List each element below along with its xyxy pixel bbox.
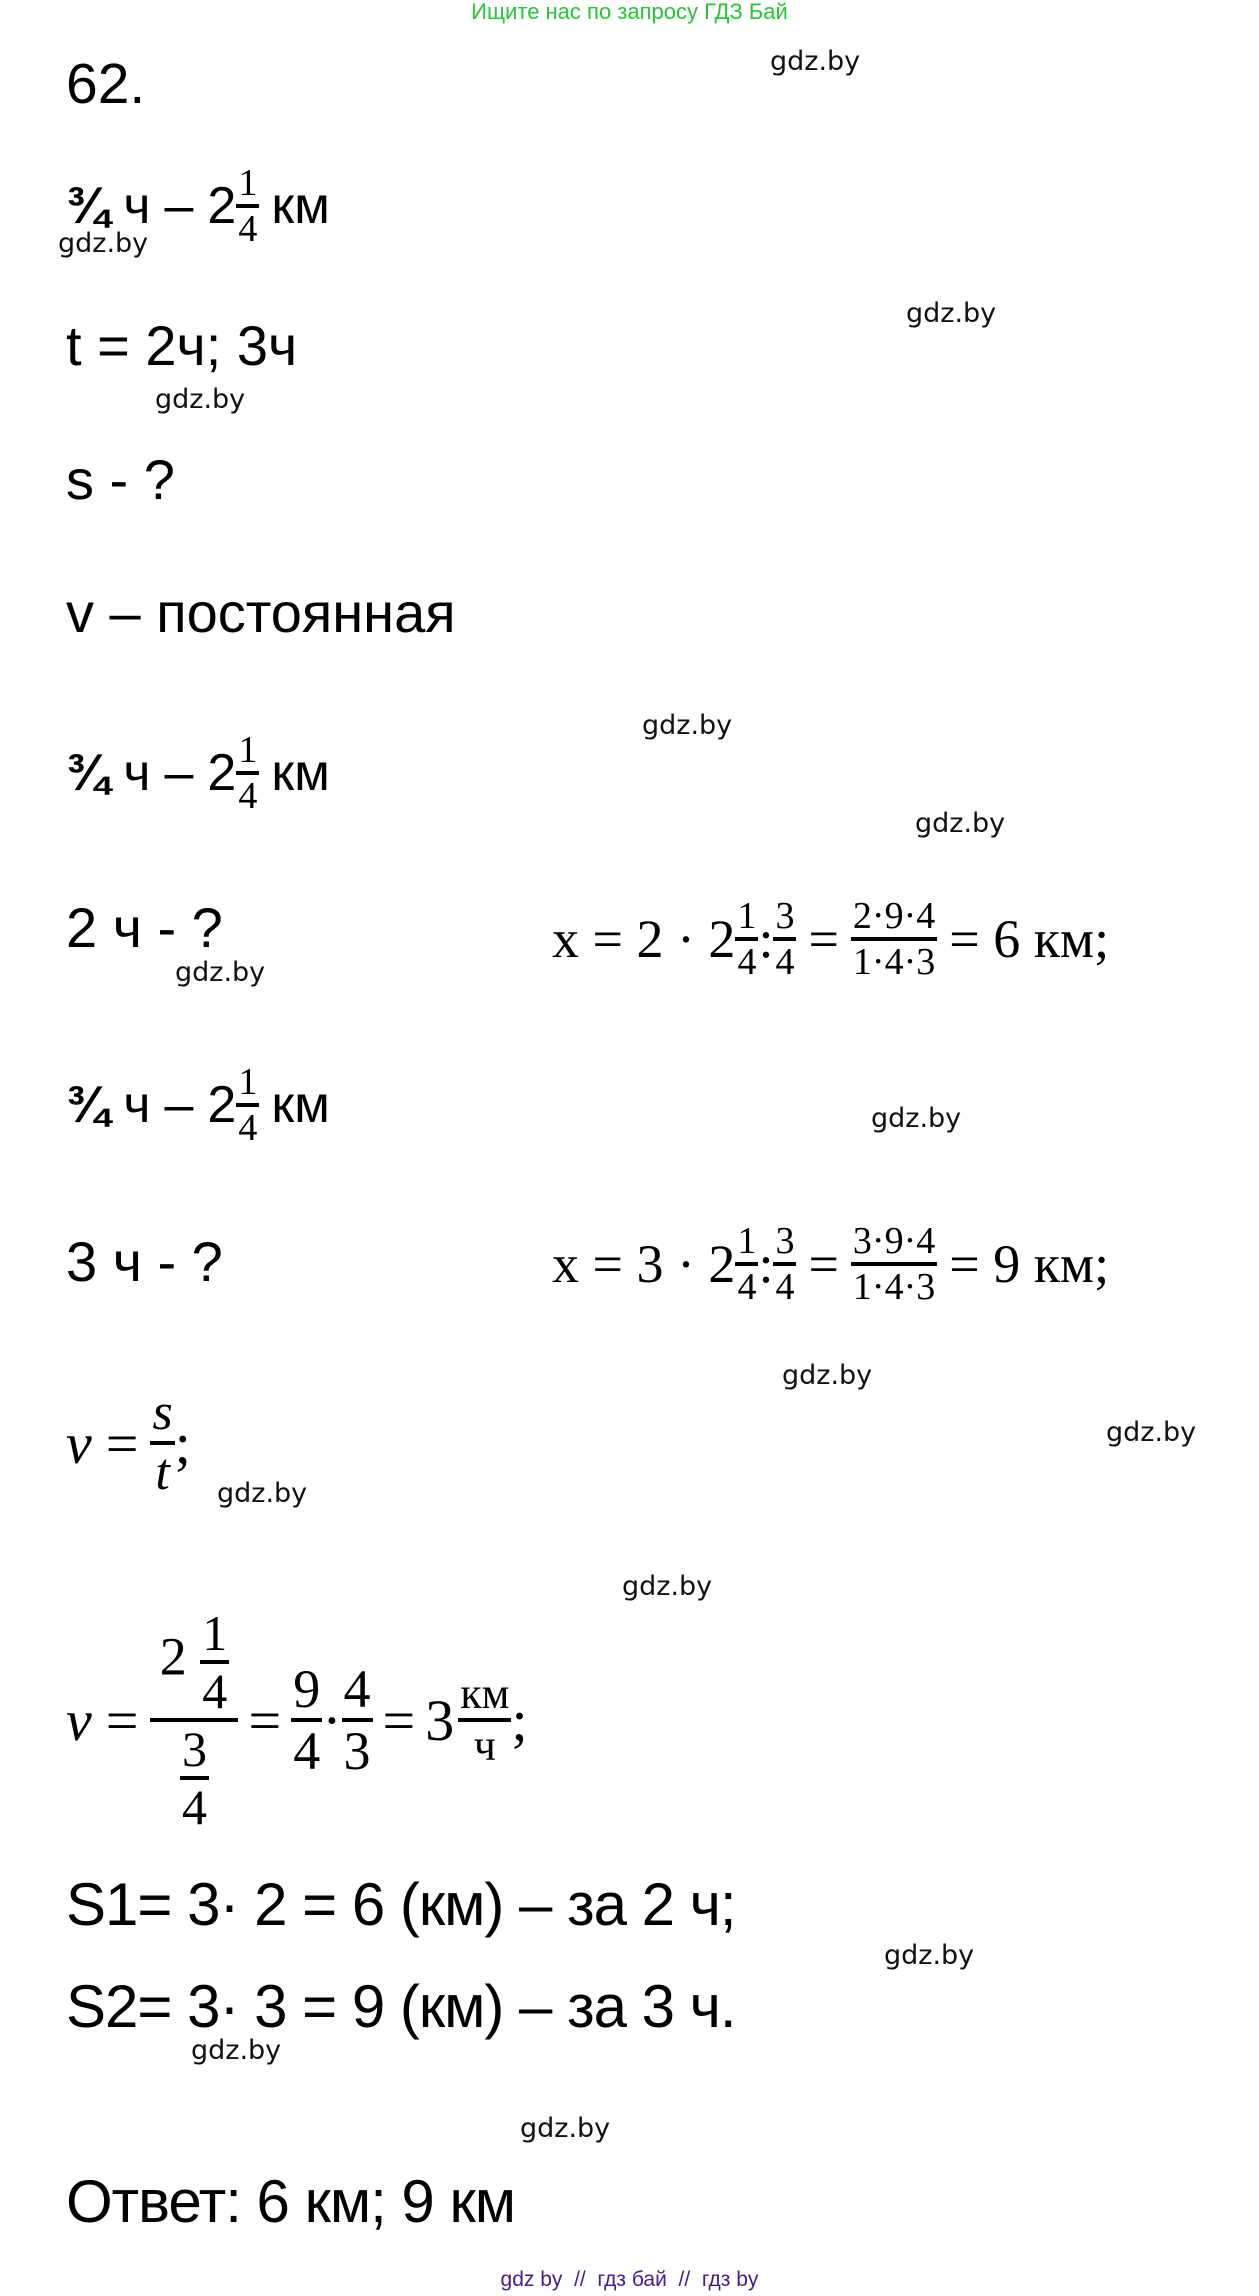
fraction: $\frac{1}{4}$ xyxy=(238,729,258,817)
unit-hours: ч xyxy=(123,1076,151,1134)
dash: – xyxy=(164,744,194,802)
whole: 2 xyxy=(207,1076,237,1134)
watermark: gdz.by xyxy=(622,1571,713,1602)
big-fraction: $\frac{2\cdot 9\cdot 4}{1\cdot 4\cdot 3}$ xyxy=(852,895,936,983)
colon: : xyxy=(758,1234,774,1294)
proportion-1-given xyxy=(66,725,330,821)
whole: 2 xyxy=(207,177,237,235)
semicolon: ; xyxy=(511,1687,528,1753)
given-time: t = 2ч; 3ч xyxy=(66,314,298,377)
vulgar-fraction: ¾ xyxy=(66,177,110,235)
formula-result: = 9 км; xyxy=(949,1234,1110,1294)
proportion-1-question: 2 ч - ? xyxy=(66,896,223,959)
unit-km: км xyxy=(271,177,330,235)
proportion-2-given xyxy=(66,1057,330,1153)
equals: = xyxy=(248,1687,282,1753)
distance-1: S1= 3· 2 = 6 (км) – за 2 ч; xyxy=(66,1871,736,1938)
watermark: gdz.by xyxy=(642,710,733,741)
velocity-symbol: v xyxy=(66,1687,92,1753)
unit-km: км xyxy=(271,1076,330,1134)
watermark: gdz.by xyxy=(1106,1417,1197,1448)
complex-fraction: 2 $\frac{1}{4}$ $\frac{3}{4}$ xyxy=(150,1608,238,1832)
vulgar-fraction: ¾ xyxy=(66,744,110,802)
formula-lhs: x = 3 · 2 xyxy=(552,1234,736,1294)
unit-hours: ч xyxy=(123,177,151,235)
watermark: gdz.by xyxy=(58,228,149,259)
equals: = xyxy=(808,1234,839,1294)
watermark: gdz.by xyxy=(520,2113,611,2144)
equals: = xyxy=(105,1687,139,1753)
fraction-4-3: $\frac{4}{3}$ xyxy=(343,1659,371,1781)
velocity-formula xyxy=(66,1384,191,1502)
semicolon: ; xyxy=(174,1410,191,1476)
s-over-t-fraction: $\frac{s}{t}$ xyxy=(152,1384,173,1501)
given-velocity-constant: v – постоянная xyxy=(66,581,456,644)
fraction: $\frac{1}{4}$ xyxy=(238,162,258,250)
fraction-1-4: $\frac{1}{4}$ xyxy=(737,895,757,983)
watermark: gdz.by xyxy=(884,1940,975,1971)
proportion-2-formula xyxy=(552,1205,1109,1323)
unit-km: км xyxy=(271,744,330,802)
fraction-3-4: $\frac{3}{4}$ xyxy=(775,1220,795,1308)
task-number: 62. xyxy=(66,52,146,116)
watermark: gdz.by xyxy=(175,957,266,988)
proportion-2-question: 3 ч - ? xyxy=(66,1230,223,1293)
dash: – xyxy=(164,177,194,235)
velocity-symbol: v xyxy=(66,1410,92,1476)
distance-2: S2= 3· 3 = 9 (км) – за 3 ч. xyxy=(66,1973,736,2040)
answer: Ответ: 6 км; 9 км xyxy=(66,2168,515,2235)
big-fraction: $\frac{3\cdot 9\cdot 4}{1\cdot 4\cdot 3}$ xyxy=(852,1220,936,1308)
watermark: gdz.by xyxy=(155,384,246,415)
formula-result: = 6 км; xyxy=(949,909,1110,969)
watermark: gdz.by xyxy=(782,1360,873,1391)
watermark: gdz.by xyxy=(915,808,1006,839)
colon: : xyxy=(758,909,774,969)
fraction-1-4: $\frac{1}{4}$ xyxy=(737,1220,757,1308)
watermark: gdz.by xyxy=(217,1478,308,1509)
footer-links: gdz by // гдз бай // гдз by xyxy=(500,2268,759,2291)
proportion-1-formula xyxy=(552,880,1109,998)
unit-hours: ч xyxy=(123,744,151,802)
equals: = xyxy=(382,1687,416,1753)
watermark: gdz.by xyxy=(770,46,861,77)
equals: = xyxy=(105,1410,139,1476)
formula-lhs: x = 2 · 2 xyxy=(552,909,736,969)
fraction-9-4: $\frac{9}{4}$ xyxy=(293,1659,321,1781)
watermark: gdz.by xyxy=(906,298,997,329)
fraction-3-4: $\frac{3}{4}$ xyxy=(775,895,795,983)
velocity-calculation xyxy=(66,1580,528,1860)
fraction: $\frac{1}{4}$ xyxy=(238,1061,258,1149)
whole: 2 xyxy=(207,744,237,802)
equals: = xyxy=(808,909,839,969)
dash: – xyxy=(164,1076,194,1134)
result-value: 3 xyxy=(425,1687,455,1753)
watermark: gdz.by xyxy=(191,2035,282,2066)
multiply-dot: · xyxy=(322,1687,342,1753)
unit-fraction-km-per-h: $\frac{км}{ч}$ xyxy=(460,1669,510,1770)
watermark: gdz.by xyxy=(871,1103,962,1134)
header-banner: Ищите нас по запросу ГДЗ Бай xyxy=(471,0,788,24)
vulgar-fraction: ¾ xyxy=(66,1076,110,1134)
given-question: s - ? xyxy=(66,448,175,511)
